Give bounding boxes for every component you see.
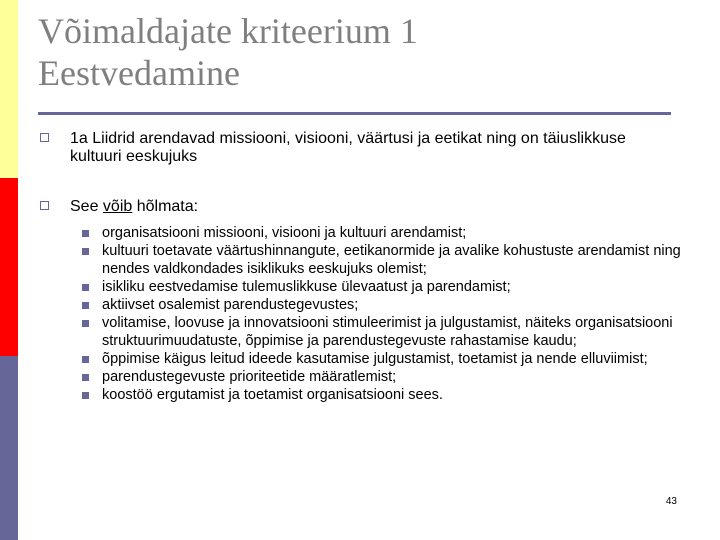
list-item-text: organisatsiooni missiooni, visiooni ja kultuuri arendamist; [102,225,467,241]
filled-square-bullet-icon [82,356,89,363]
sub-bullet-list [82,224,682,404]
bullet-2-text-start: See [70,198,103,215]
list-item-text: õppimise käigus leitud ideede kasutamise julgustamist, toetamist ja nende elluviimist; [102,351,648,367]
list-item-text: parendustegevuste prioriteetide määratlemist; [102,369,397,385]
page-number: 43 [665,496,677,507]
filled-square-bullet-icon [82,302,89,309]
list-item [82,350,682,368]
list-item-text: koostöö ergutamist ja toetamist organisatsiooni sees. [102,387,443,403]
filled-square-bullet-icon [82,284,89,291]
list-item-text: kultuuri toetavate väärtushinnangute, eetikanormide ja avalike kohustuste arendamist ning nendes valdkondades isiklikuks eeskujuks olemist; [102,243,681,277]
list-item [82,278,682,296]
bullet-1-text: 1a Liidrid arendavad missiooni, visiooni, väärtusi ja eetikat ning on täiuslikkuse kultuuri eeskujuks [70,130,626,165]
bullet-2-text-end: hõlmata: [132,198,199,215]
filled-square-bullet-icon [82,248,89,255]
sidebar-stripe-red [0,178,18,356]
bullet-2-text [70,198,670,216]
hollow-square-bullet-icon [40,133,49,142]
hollow-square-bullet-icon [40,201,49,210]
list-item-text: isikliku eestvedamise tulemuslikkuse ülevaatust ja parendamist; [102,279,511,295]
title-divider [38,112,671,115]
list-item-text: aktiivset osalemist parendustegevustes; [102,297,359,313]
slide-title-line1: Võimaldajate kriteerium 1 [38,11,418,51]
list-item [82,314,682,350]
filled-square-bullet-icon [82,392,89,399]
bullet-2-underlined-word: võib [102,198,133,215]
list-item [82,224,682,242]
list-item [82,386,682,404]
list-item [82,296,682,314]
filled-square-bullet-icon [82,230,89,237]
slide-title [38,10,698,94]
filled-square-bullet-icon [82,320,89,327]
filled-square-bullet-icon [82,374,89,381]
list-item [82,242,682,278]
sidebar-stripe-purple [0,356,18,540]
slide-title-line2: Eestvedamine [38,53,240,93]
sidebar-stripe-yellow [0,0,18,178]
list-item [82,368,682,386]
list-item-text: volitamise, loovuse ja innovatsiooni stimuleerimist ja julgustamist, näiteks organisatsiooni struktuurimuudatuste, õppimise ja parendustegevuste rahastamise kaudu; [102,315,673,349]
